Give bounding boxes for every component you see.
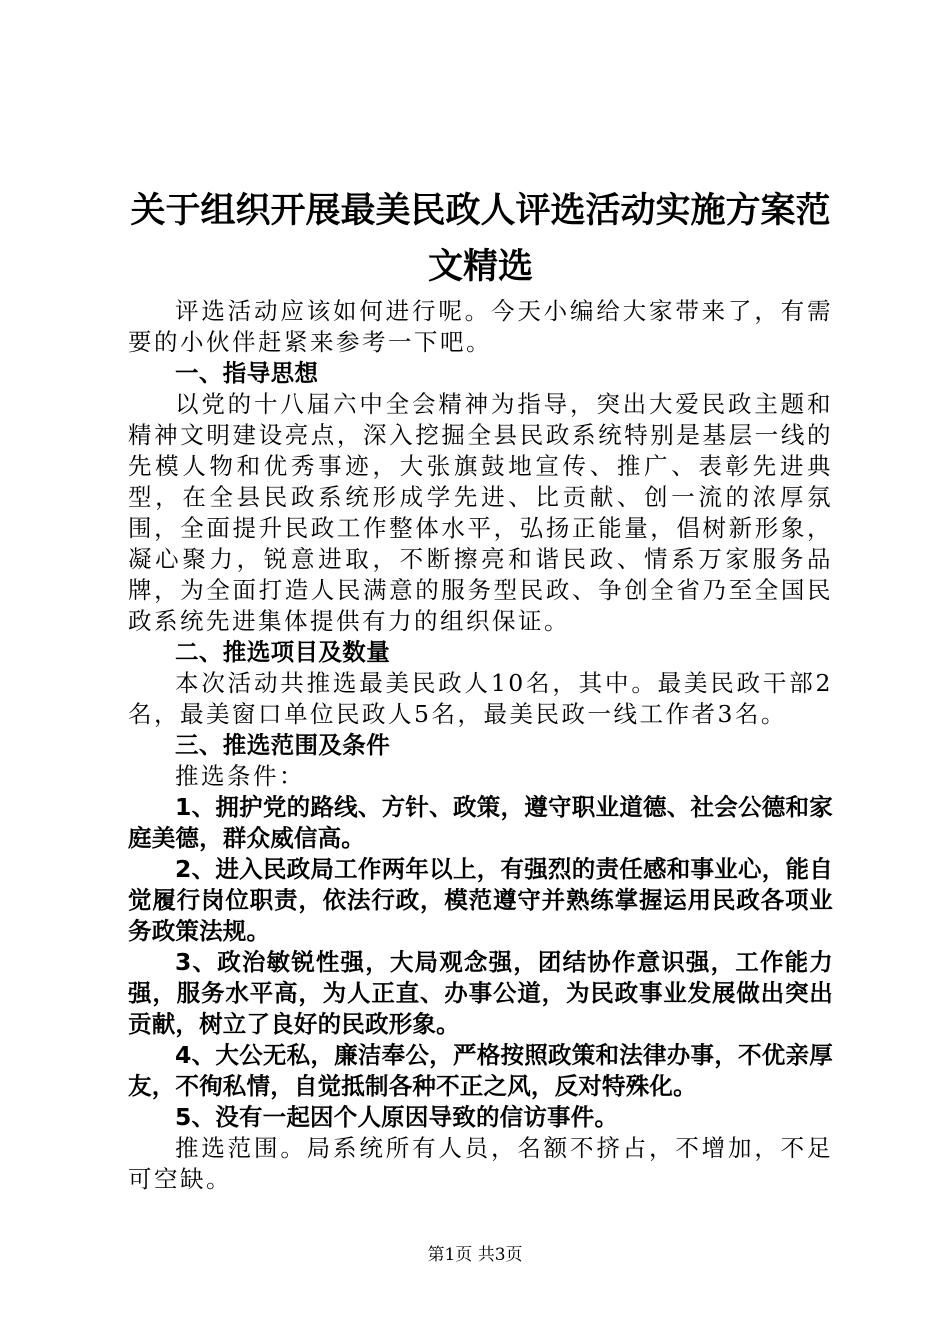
- section-heading-scope-conditions: 三、推选范围及条件: [175, 731, 391, 759]
- title-line-2: 文精选: [427, 246, 533, 287]
- condition-item-3: 3、政治敏锐性强，大局观念强，团结协作意识强，工作能力强，服务水平高，为人正直、办事公道，为民政事业发展做出突出贡献，树立了良好的民政形象。: [128, 948, 833, 1038]
- page-footer: [0, 1243, 950, 1267]
- condition-item-2: 2、进入民政局工作两年以上，有强烈的责任感和事业心，能自觉履行岗位职责，依法行政，模范遵守并熟练掌握运用民政各项业务政策法规。: [128, 855, 833, 945]
- title-line-1: 关于组织开展最美民政人评选活动实施方案范: [130, 190, 831, 231]
- conditions-label: 推选条件：: [175, 762, 305, 790]
- document-title: [124, 183, 837, 295]
- page-number-info: 第1页 共3页: [427, 1245, 523, 1265]
- section-heading-guiding-thought: 一、指导思想: [175, 359, 319, 387]
- guiding-thought-paragraph: 以党的十八届六中全会精神为指导，突出大爱民政主题和精神文明建设亮点，深入挖掘全县民政系统特别是基层一线的先模人物和优秀事迹，大张旗鼓地宣传、推广、表彰先进典型，在全县民政系统形成学先进、比贡献、创一流的浓厚氛围，全面提升民政工作整体水平，弘扬正能量，倡树新形象，凝心聚力，锐意进取，不断擦亮和谐民政、情系万家服务品牌，为全面打造人民满意的服务型民政、争创全省乃至全国民政系统先进集体提供有力的组织保证。: [128, 390, 833, 635]
- items-quantity-paragraph: 本次活动共推选最美民政人10名，其中。最美民政干部2名，最美窗口单位民政人5名，最美民政一线工作者3名。: [128, 669, 833, 728]
- condition-item-5: 5、没有一起因个人原因导致的信访事件。: [175, 1103, 619, 1131]
- condition-item-4: 4、大公无私，廉洁奉公，严格按照政策和法律办事，不优亲厚友，不徇私情，自觉抵制各种不正之风，反对特殊化。: [128, 1041, 833, 1100]
- document-body: [128, 296, 833, 1195]
- intro-paragraph: 评选活动应该如何进行呢。今天小编给大家带来了，有需要的小伙伴赶紧来参考一下吧。: [128, 297, 833, 356]
- scope-paragraph: 推选范围。局系统所有人员，名额不挤占，不增加，不足可空缺。: [128, 1134, 833, 1193]
- section-heading-items-quantity: 二、推选项目及数量: [175, 638, 391, 666]
- condition-item-1: 1、拥护党的路线、方针、政策，遵守职业道德、社会公德和家庭美德，群众威信高。: [128, 793, 833, 852]
